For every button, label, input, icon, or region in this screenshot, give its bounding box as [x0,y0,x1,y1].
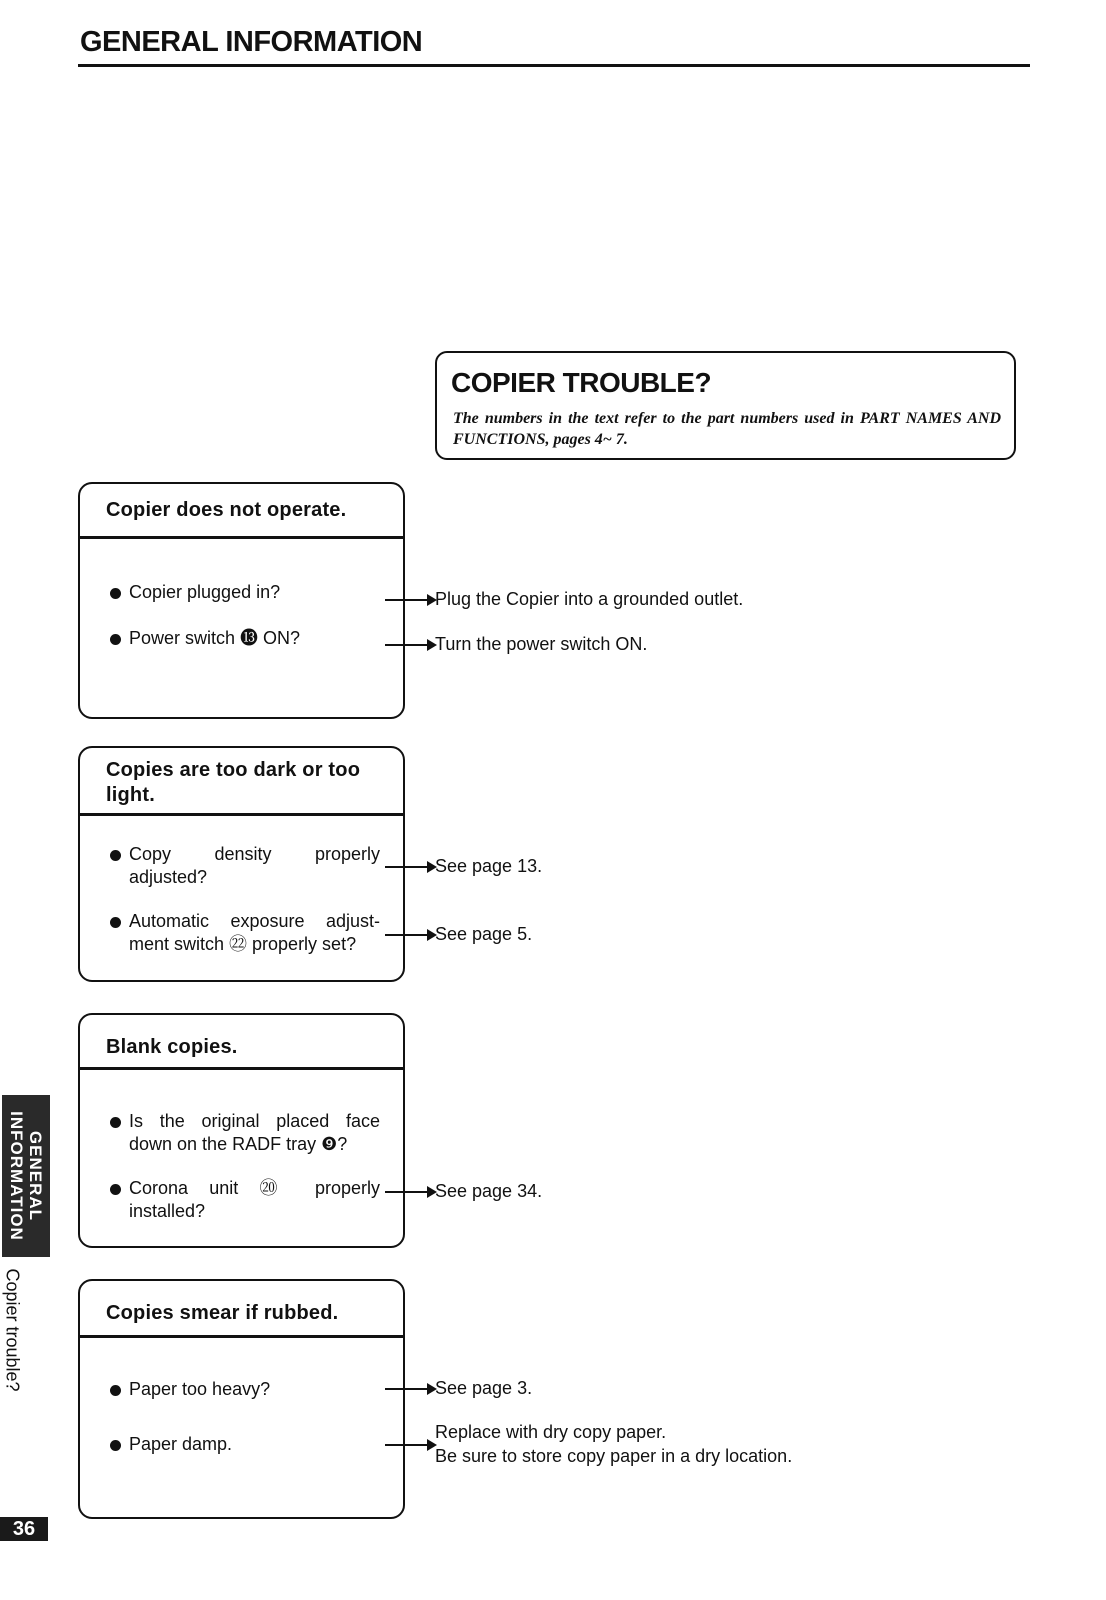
check-item: Paper damp. [110,1433,380,1456]
trouble-box-too-dark-or-light [78,746,405,982]
trouble-box-does-not-operate [78,482,405,719]
trouble-title: Blank copies. [106,1036,238,1058]
tab-label-line: INFORMATION [7,1111,26,1241]
solution-text: Be sure to store copy paper in a dry location. [435,1446,793,1466]
check-item: Is the original placed face down on the RADF tray ❾? [110,1110,380,1156]
arrow-right-icon [385,644,435,646]
tab-label-line: GENERAL [26,1130,45,1222]
check-item: Power switch ⓭ ON? [110,627,380,650]
solution-text: See page 3. [435,1378,533,1398]
solution-text: Replace with dry copy paper. [435,1422,667,1442]
box-divider [80,1067,403,1070]
check-item: Automatic exposure adjust-ment switch ㉒ properly set? [110,910,380,956]
check-item: Corona unit ⑳ properly installed? [110,1177,380,1223]
solution-text: See page 5. [435,924,533,944]
trouble-title: Copies smear if rubbed. [106,1302,339,1324]
arrow-right-icon [385,934,435,936]
arrow-right-icon [385,1191,435,1193]
section-heading: GENERAL INFORMATION [80,26,423,58]
header-rule [78,64,1030,67]
trouble-box-smear-if-rubbed [78,1279,405,1519]
check-item: Paper too heavy? [110,1378,380,1401]
solution-text: See page 13. [435,856,543,876]
section-tab-label [7,1111,45,1241]
box-divider [80,536,403,539]
solution-text: Plug the Copier into a grounded outlet. [435,589,744,609]
arrow-right-icon [385,1444,435,1446]
running-caption: Copier trouble? [2,1268,23,1392]
page-number: 36 [0,1517,48,1541]
solution-text: See page 34. [435,1181,543,1201]
trouble-title: Copies are too dark or too light. [106,759,361,806]
copier-trouble-box [435,351,1016,460]
copier-trouble-title: COPIER TROUBLE? [451,367,712,398]
trouble-title: Copier does not operate. [106,499,347,521]
trouble-box-blank-copies [78,1013,405,1248]
check-item: Copy density properly adjusted? [110,843,380,889]
arrow-right-icon [385,866,435,868]
box-divider [80,813,403,816]
arrow-right-icon [385,1388,435,1390]
part-numbers-note: The numbers in the text refer to the part numbers used in PART NAMES AND FUNCTIONS, pages 4~ 7. [453,410,1001,448]
solution-text: Turn the power switch ON. [435,634,648,654]
box-divider [80,1335,403,1338]
arrow-right-icon [385,599,435,601]
section-thumb-tab [2,1095,50,1257]
check-item: Copier plugged in? [110,581,380,604]
